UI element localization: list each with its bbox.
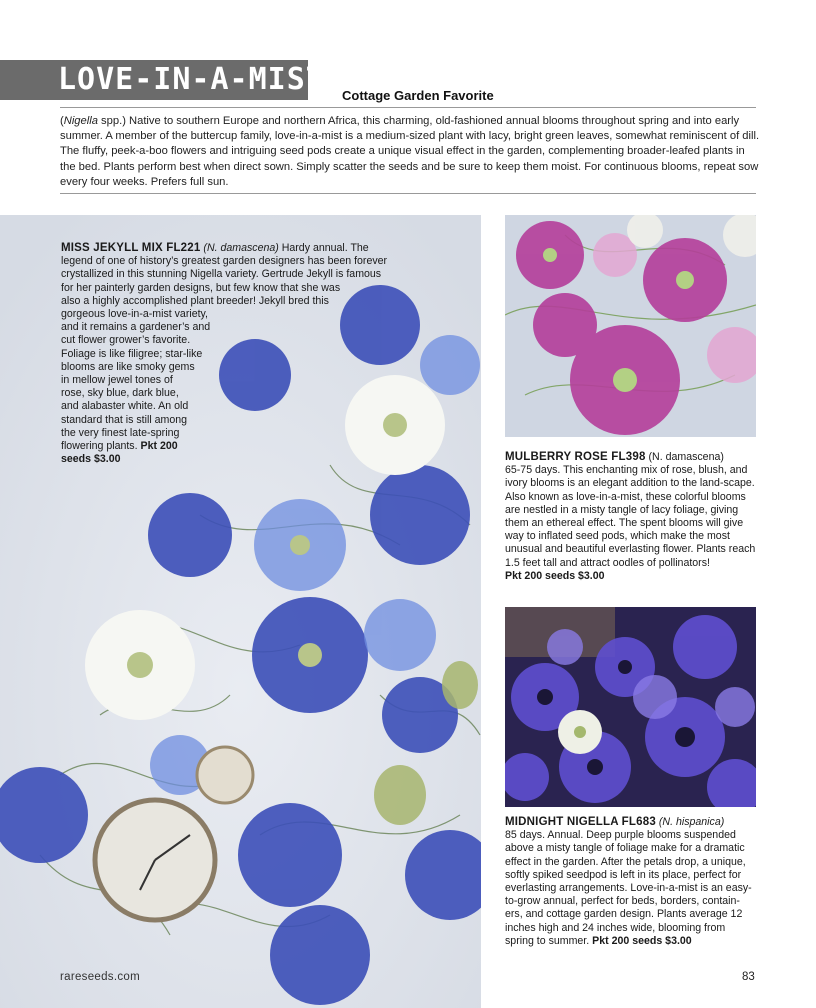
- footer-website: rareseeds.com: [60, 971, 140, 983]
- page-number: 83: [742, 971, 755, 983]
- miss-jekyll-description: MISS JEKYLL MIX FL221 (N. damascena) Hardy annual. The legend of one of history’s greatest garden designers has been forever crystallized in this stunning Nigella variety. Gertrude Jekyll is famous for her painterly garden designs, but few know that she was also a highly accomplished plant breeder! Jekyll bred this gorgeous love-in-a-mist variety, and it remains a gardener’s and cut flower grower’s favorite. Foliage is like filigree; star-like blooms are like smoky gems in mellow jewel tones of rose, sky blue, dark blue, and alabaster white. An old standard that is still among the very finest late-spring flowering plants. Pkt 200 seeds $3.00: [61, 242, 397, 466]
- section-subtitle: Cottage Garden Favorite: [342, 88, 494, 103]
- intro-text: spp.) Native to southern Europe and northern Africa, this charming, old-fashioned annual blooms throughout spring and into early summer. A member of the buttercup family, love-in-a-mist is a medium-sized plant with lacy, bright green leaves, somewhat reminiscent of dill. The fluffy, peek-a-boo flowers and intriguing seed pods create a unique visual effect in the garden, complementing broader-leafed plants in the bed. Plants perform best when direct sown. Simply scatter the seeds and be sure to keep them moist. For continuous blooms, repeat sow every four weeks. Prefers full sun.: [60, 115, 760, 188]
- midnight-nigella-photo: [505, 607, 756, 807]
- mulberry-rose-description: [505, 451, 756, 583]
- mulberry-rose-name: MULBERRY ROSE FL398: [505, 451, 646, 463]
- mulberry-rose-text: 65-75 days. This enchanting mix of rose, blush, and ivory blooms is an elegant addition to the land-scape. Also known as love-in-a-mist, these colorful blooms are nestled in a misty tangle of lacy foliage, giving them an ethereal effect. The spent blooms will give way to inflated seed pods, which make the most unusual and beautiful everlasting flower. Plants reach 1.5 feet tall and attract oodles of pollinators!: [505, 464, 756, 569]
- midnight-nigella-scientific: (N. hispanica): [658, 816, 725, 828]
- miss-jekyll-first-line: MISS JEKYLL MIX FL221 (N. damascena) Hardy annual. The: [61, 242, 369, 254]
- midnight-nigella-price: Pkt 200 seeds $3.00: [592, 934, 692, 947]
- mulberry-rose-photo: [505, 215, 756, 437]
- miss-jekyll-price: Pkt 200: [140, 440, 178, 453]
- miss-jekyll-name: MISS JEKYLL MIX FL221: [61, 242, 201, 254]
- mulberry-rose-scientific: (N. damascena): [648, 451, 724, 463]
- midnight-nigella-text: 85 days. Annual. Deep purple blooms suspended above a misty tangle of foliage make for a dramatic effect in the garden. After the petals drop, a unique, softly spiked seedpod is left in its place, perfect for everlasting arrangements. Love-in-a-mist is an easy-to-grow annual, perfect for beds, borders, contain-ers, and cottage garden design. Plants average 12 inches high and 24 inches wide, blooming from spring to summer.: [505, 829, 752, 947]
- page-title: LOVE-IN-A-MIST: [58, 62, 325, 97]
- midnight-nigella-description: [505, 816, 756, 948]
- divider-bottom: [60, 193, 756, 194]
- intro-paragraph: (Nigella spp.) Native to southern Europe and northern Africa, this charming, old-fashioned annual blooms throughout spring and into early summer. A member of the buttercup family, love-in-a-mist is a medium-sized plant with lacy, bright green leaves, somewhat reminiscent of dill. The fluffy, peek-a-boo flowers and intriguing seed pods create a unique visual effect in the garden, complementing broader-leafed plants in the bed. Plants perform best when direct sown. Simply scatter the seeds and be sure to keep them moist. For continuous blooms, repeat sow every four weeks. Prefers full sun.: [60, 115, 760, 188]
- miss-jekyll-scientific: (N. damascena): [203, 242, 279, 254]
- midnight-nigella-name: MIDNIGHT NIGELLA FL683: [505, 816, 656, 828]
- mulberry-rose-price: Pkt 200 seeds $3.00: [505, 569, 605, 582]
- miss-jekyll-price-cont: seeds $3.00: [61, 453, 121, 466]
- divider-top: [60, 107, 756, 108]
- intro-genus: Nigella: [63, 115, 98, 127]
